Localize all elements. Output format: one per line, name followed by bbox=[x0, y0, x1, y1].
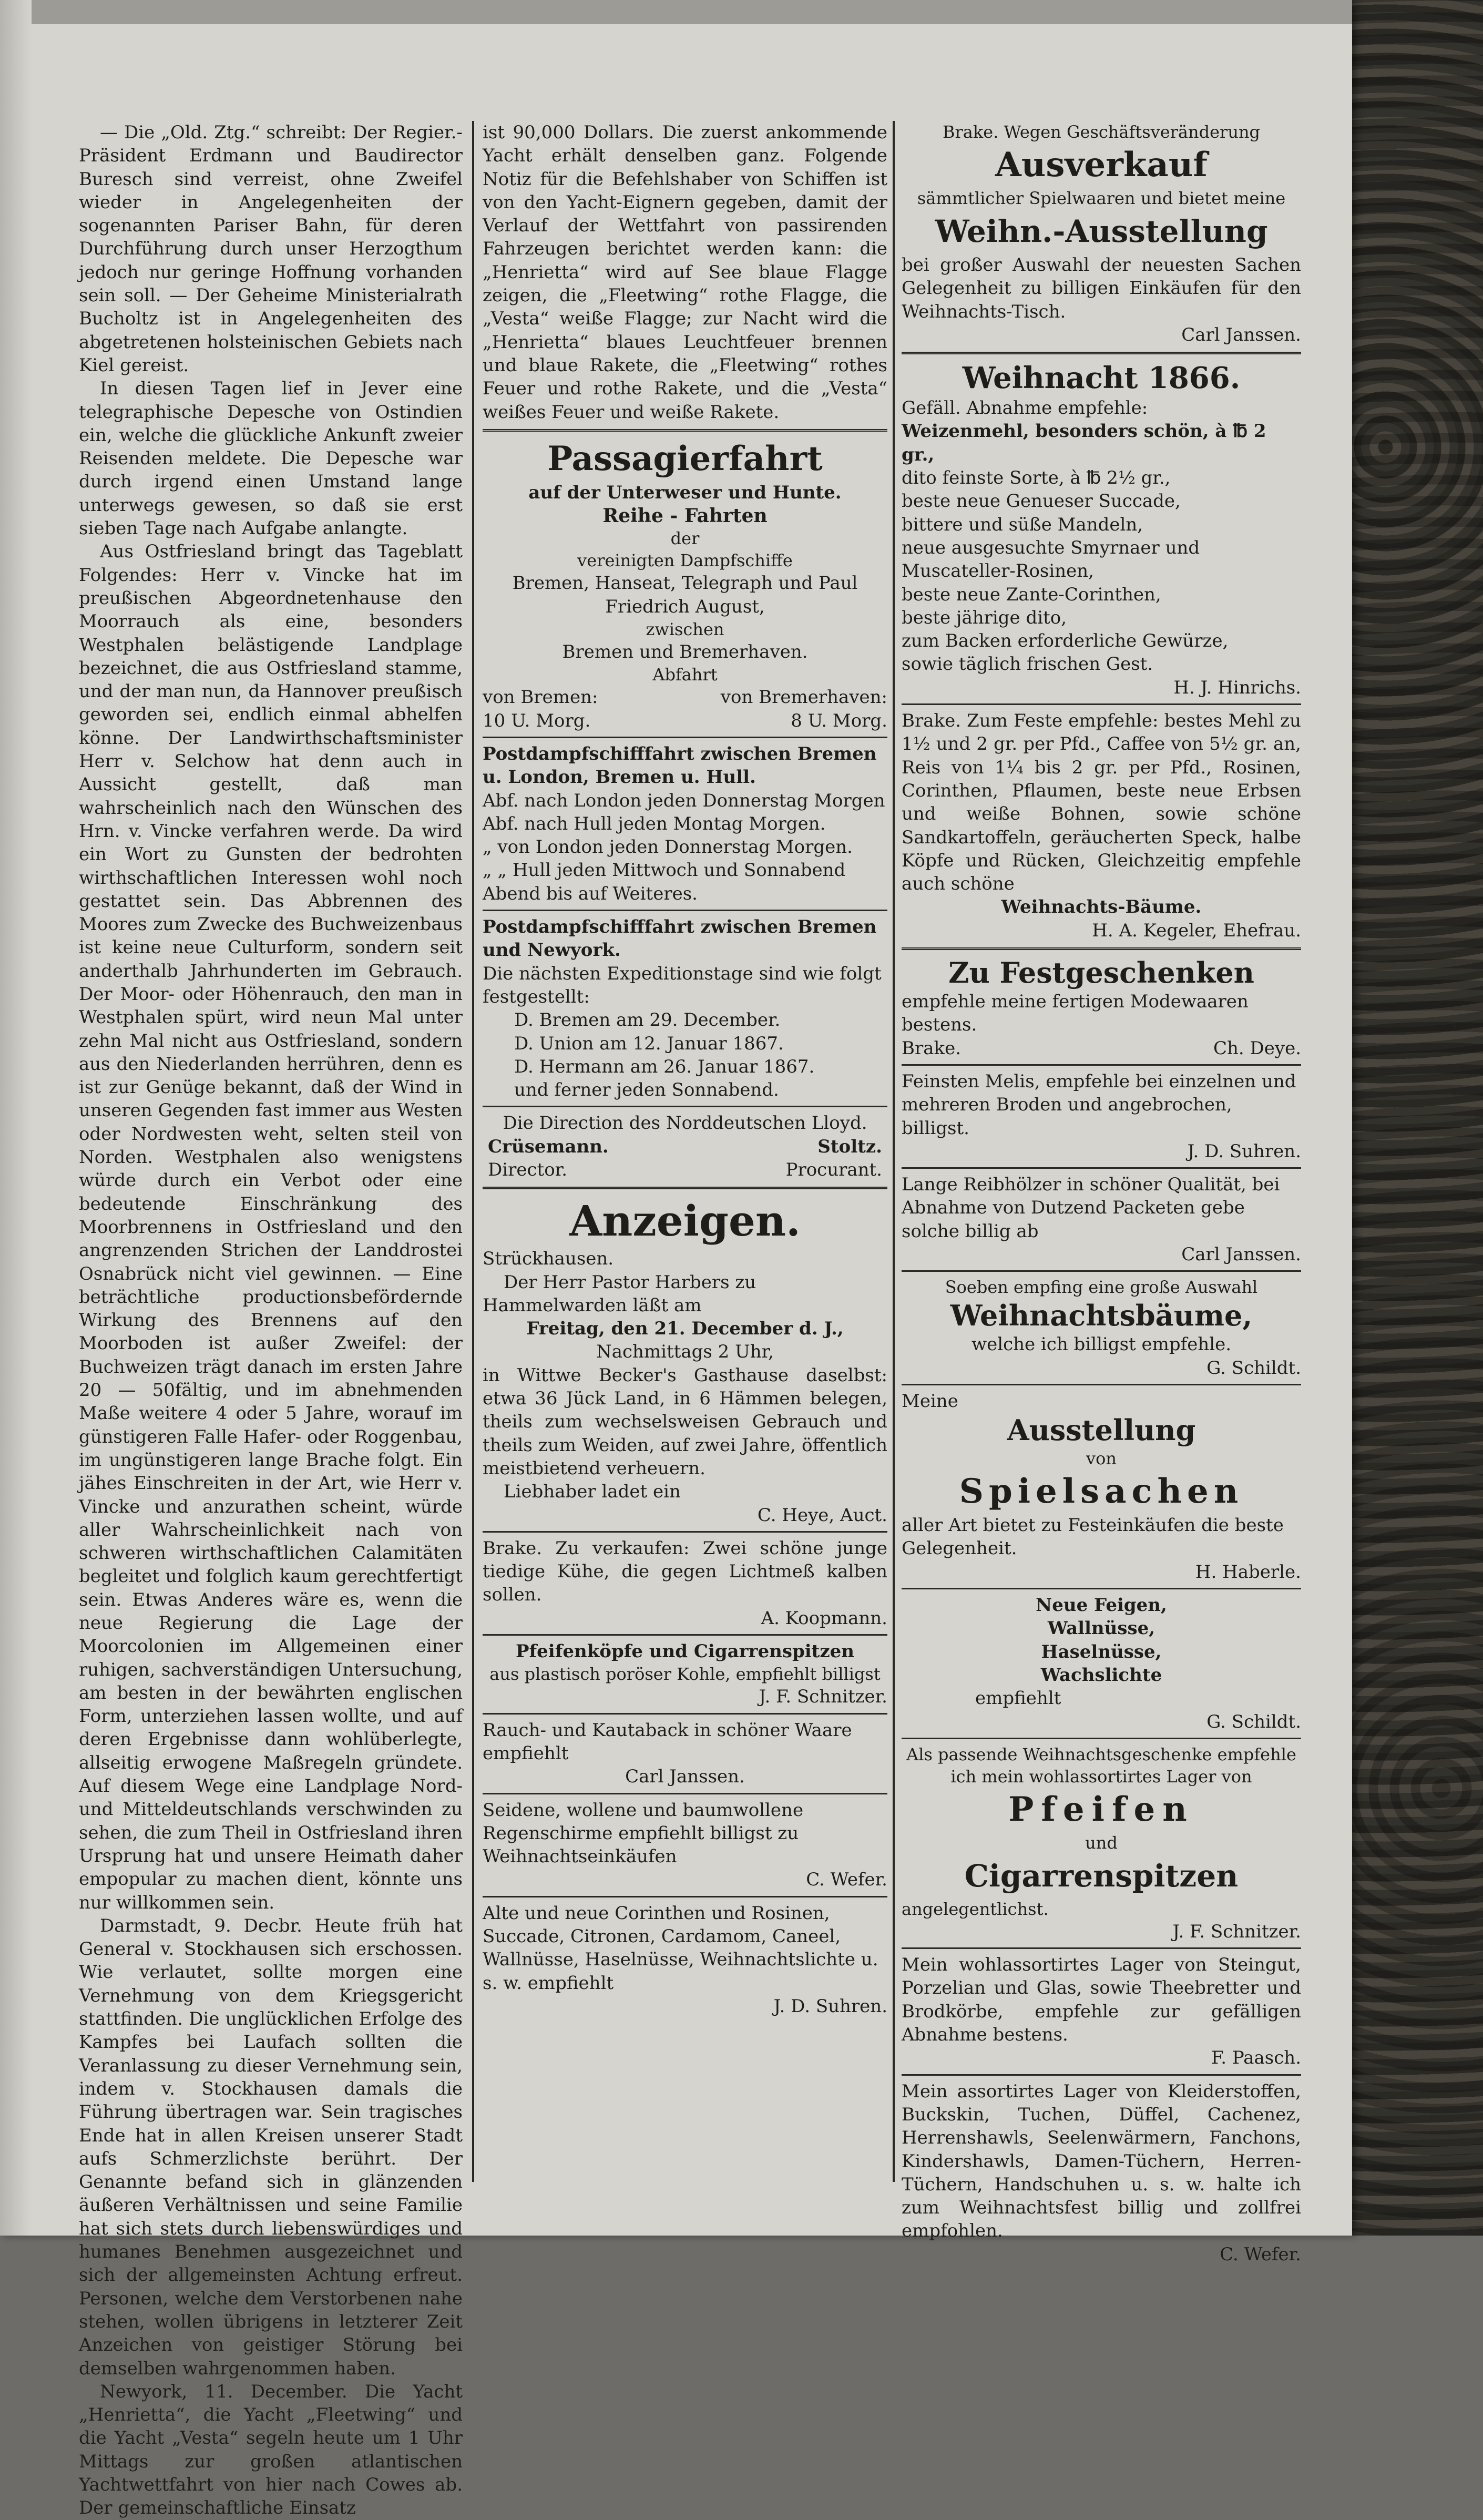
ad-steingut bbox=[902, 1953, 1301, 2069]
ad-melis bbox=[902, 1070, 1301, 1163]
ad-text: Brake. Zum Feste empfehle: bestes Mehl zu 1½ und 2 gr. per Pfd., Caffee von 5½ gr. an, Reis von 1¼ bis 2 gr. per Pfd., Rosinen, Corinthen, Pflaumen, beste neue Erbsen und weiße Bohnen, sowie schöne Sandkartoffeln, geräucherten Speck, halbe Köpfe und Rücken, Gleichzeitig empfehle auch schöne bbox=[902, 710, 1301, 895]
ad-title: Zu Festgeschenken bbox=[948, 956, 1254, 990]
separator bbox=[483, 1713, 887, 1715]
ad-line: und bbox=[1085, 1832, 1118, 1853]
ad-heading: Reihe - Fahrten bbox=[602, 505, 768, 527]
ad-text: empfehle meine fertigen Modewaaren bestens. bbox=[902, 991, 1249, 1036]
ad-signature: C. Wefer. bbox=[1220, 2243, 1301, 2265]
separator bbox=[902, 1167, 1301, 1169]
separator bbox=[902, 352, 1301, 354]
departure-from-right: von Bremerhaven: bbox=[720, 687, 887, 708]
ad-signature: F. Paasch. bbox=[1211, 2047, 1301, 2069]
column-rule-2 bbox=[893, 121, 895, 2182]
ad-title: Ausstellung bbox=[1007, 1413, 1196, 1447]
separator bbox=[902, 1947, 1301, 1949]
ad-signature: J. D. Suhren. bbox=[773, 1995, 887, 2017]
marbled-binding-edge bbox=[1344, 0, 1483, 2236]
ad-line: empfiehlt bbox=[975, 1688, 1061, 1709]
signature-role-row bbox=[483, 1158, 887, 1181]
ad-line: Die nächsten Expeditionstage sind wie folgt festgestellt: bbox=[483, 963, 882, 1007]
separator bbox=[483, 1531, 887, 1533]
ad-signature: G. Schildt. bbox=[1206, 1711, 1301, 1732]
column-news bbox=[79, 121, 463, 2519]
ad-time: Nachmittags 2 Uhr, bbox=[596, 1341, 774, 1363]
ad-date: D. Bremen am 29. December. bbox=[514, 1009, 781, 1031]
separator bbox=[483, 1793, 887, 1794]
ad-line: sowie täglich frischen Gest. bbox=[902, 654, 1153, 675]
ad-ausverkauf bbox=[902, 121, 1301, 346]
ad-title: Ausverkauf bbox=[995, 145, 1208, 185]
ad-text: Seidene, wollene und baumwollene Regenschirme empfiehlt billigst zu Weihnachtseinkäufen bbox=[483, 1799, 804, 1868]
ad-date: D. Union am 12. Januar 1867. bbox=[514, 1033, 784, 1054]
ad-line: zum Backen erforderliche Gewürze, bbox=[902, 630, 1229, 652]
separator bbox=[902, 2074, 1301, 2076]
news-paragraph: — Die „Old. Ztg.“ schreibt: Der Regier.-Präsident Erdmann und Baudirector Buresch sind verreist, ohne Zweifel wieder in Angelegenheiten der sogenannten Pariser Bahn, für deren Durchführung durch unser Herzogthum jedoch nur geringe Hoffnung vorhanden sein soll. — Der Geheime Ministerialrath Bucholtz ist in Angelegenheiten des abgetretenen holsteinischen Gebiets nach Kiel gereist. bbox=[79, 122, 463, 376]
ad-text: aus plastisch poröser Kohle, empfiehlt billigst bbox=[489, 1664, 881, 1685]
ad-line: und ferner jeden Sonnabend. bbox=[514, 1079, 779, 1101]
ad-line: Wachslichte bbox=[1040, 1664, 1162, 1686]
ad-signature: Carl Janssen. bbox=[1181, 1243, 1301, 1265]
ad-line: zwischen bbox=[646, 619, 724, 640]
departure-row bbox=[483, 686, 887, 709]
news-paragraph: In diesen Tagen lief in Jever eine telegraphische Depesche von Ostindien ein, welche die glückliche Ankunft zweier Reisenden meldete. Die Depesche war durch irgend einen Umstand lange unterwegs gewesen, so daß sie erst sieben Tage nach Aufgabe anlangte. bbox=[79, 378, 463, 539]
ad-signature: Ch. Deye. bbox=[1213, 1037, 1301, 1059]
ad-signature: Carl Janssen. bbox=[1181, 324, 1301, 345]
ad-text: Mein wohlassortirtes Lager von Steingut, Porzelian und Glas, sowie Theebretter und Brodkörbe, empfehle zur gefälligen Abnahme bestens. bbox=[902, 1954, 1301, 2046]
ad-kuehe bbox=[483, 1537, 887, 1630]
ad-corinthen bbox=[483, 1902, 887, 2018]
ad-signature: Carl Janssen. bbox=[625, 1766, 745, 1788]
ad-signature: G. Schildt. bbox=[1206, 1357, 1301, 1379]
ad-title: Postdampfschifffahrt zwischen Bremen u. London, Bremen u. Hull. bbox=[483, 743, 877, 788]
signature-row bbox=[902, 1037, 1301, 1060]
separator bbox=[483, 737, 887, 738]
departure-from-left: von Bremen: bbox=[483, 687, 598, 708]
page-top-shadow bbox=[0, 0, 1352, 24]
ad-text: Feinsten Melis, empfehle bei einzelnen und mehreren Broden und angebrochen, billigst. bbox=[902, 1070, 1296, 1139]
ad-line: sämmtlicher Spielwaaren und bietet meine bbox=[917, 188, 1286, 208]
ad-line: Die Direction des Norddeutschen Lloyd. bbox=[503, 1113, 867, 1134]
ad-passagierfahrt bbox=[483, 437, 887, 732]
ad-signature: H. A. Kegeler, Ehefrau. bbox=[1092, 920, 1301, 941]
separator bbox=[902, 1270, 1301, 1272]
ad-line: Neue Feigen, bbox=[1036, 1595, 1167, 1616]
separator bbox=[483, 1634, 887, 1636]
signature-left: Crüsemann. bbox=[488, 1136, 609, 1157]
ad-line: „ „ Hull jeden Mittwoch und Sonnabend Abend bis auf Weiteres. bbox=[483, 860, 846, 904]
ad-title: Pfeifenköpfe und Cigarrenspitzen bbox=[515, 1641, 855, 1662]
ad-text: Mein assortirtes Lager von Kleiderstoffen, Buckskin, Tuchen, Düffel, Cachenez, Herrenshawls, Seelenwärmern, Fanchons, Kindershawls, Damen-Tüchern, Herren-Tüchern, Handschuhen u. s. w. halte ich zum Weihnachtsfest billig und zollfrei empfohlen. bbox=[902, 2080, 1301, 2242]
separator bbox=[483, 910, 887, 911]
column-middle bbox=[483, 121, 887, 2192]
ad-line: Liebhaber ladet ein bbox=[504, 1481, 681, 1503]
ad-line: Haselnüsse, bbox=[1041, 1641, 1162, 1662]
ad-line: Abf. nach Hull jeden Montag Morgen. bbox=[483, 813, 826, 834]
ad-place: Strückhausen. bbox=[483, 1248, 614, 1270]
ad-line: Wallnüsse, bbox=[1047, 1618, 1155, 1639]
ad-line: beste neue Zante-Corinthen, bbox=[902, 584, 1161, 605]
signature-row bbox=[483, 1135, 887, 1158]
departure-time-left: 10 U. Morg. bbox=[483, 710, 591, 731]
column-rule-1 bbox=[472, 121, 474, 2182]
ad-line: neue ausgesuchte Smyrnaer und Muscateller-Rosinen, bbox=[902, 537, 1200, 582]
separator bbox=[902, 1384, 1301, 1385]
ad-line: Abf. nach London jeden Donnerstag Morgen bbox=[483, 790, 885, 811]
ad-festgeschenke bbox=[902, 955, 1301, 1060]
ad-line: Als passende Weihnachtsgeschenke empfehle ich mein wohlassortirtes Lager von bbox=[906, 1744, 1296, 1787]
ad-post-newyork bbox=[483, 915, 887, 1181]
ad-line: Meine bbox=[902, 1390, 958, 1412]
ad-zum-feste bbox=[902, 709, 1301, 942]
separator bbox=[483, 1187, 887, 1189]
separator bbox=[902, 947, 1301, 950]
ad-regenschirme bbox=[483, 1799, 887, 1892]
separator bbox=[902, 703, 1301, 705]
ad-line: Weizenmehl, besonders schön, à ℔ 2 gr., bbox=[902, 421, 1266, 465]
ad-line: dito feinste Sorte, à ℔ 2½ gr., bbox=[902, 467, 1171, 489]
ad-text: welche ich billigst empfehle. bbox=[971, 1334, 1232, 1355]
news-paragraph: Darmstadt, 9. Decbr. Heute früh hat General v. Stockhausen sich erschossen. Wie verlautet, sollte morgen eine Vernehmung von dem Kriegsgericht stattfinden. Die unglücklichen Erfolge des Kampfes bei Laufach sollten die Veranlassung zu dieser Vernehmung sein, indem v. Stockhausen damals die Führung übertragen war. Sein tragisches Ende hat in allen Kreisen unserer Stadt aufs Schmerzlichste berührt. Der Genannte befand sich in glänzenden äußeren Verhältnissen und seine Familie hat sich stets durch liebenswürdiges und humanes Benehmen ausgezeichnet und sich der allgemeinsten Achtung erfreut. Personen, welche dem Verstorbenen nahe stehen, wollen übrigens in letzterer Zeit Anzeichen von geistiger Störung bei demselben wahrgenommen haben. bbox=[79, 1915, 463, 2379]
ad-signature: J. F. Schnitzer. bbox=[759, 1686, 887, 1708]
ad-text: angelegentlichst. bbox=[902, 1899, 1049, 1919]
ad-text: Rauch- und Kautaback in schöner Waare empfiehlt bbox=[483, 1719, 852, 1764]
ad-line: von bbox=[1086, 1448, 1117, 1469]
ad-line: Der Herr Pastor Harbers zu Hammelwarden läßt am bbox=[483, 1271, 756, 1316]
ad-date: D. Hermann am 26. Januar 1867. bbox=[514, 1056, 815, 1077]
signature-role-right: Procurant. bbox=[785, 1159, 882, 1180]
continued-article: ist 90,000 Dollars. Die zuerst ankommende Yacht erhält denselben ganz. Folgende Notiz für die Befehlshaber von Schiffen ist von den Yacht-Eignern gegeben, damit der Verlauf der Wettfahrt von passirenden Fahrzeugen berichtet werden kann: die „Henrietta“ wird auf See blaue Flagge zeigen, die „Fleetwing“ rothe Flagge, die „Vesta“ weiße Flagge; zur Nacht wird die „Henrietta“ blaues Leuchtfeuer brennen und blaue Rakete, die „Fleetwing“ rothes Feuer und rothe Rakete, und die „Vesta“ weißes Feuer und weiße Rakete. bbox=[483, 122, 887, 423]
ad-kleiderstoffe bbox=[902, 2080, 1301, 2266]
ad-subtitle: auf der Unterweser und Hunte. bbox=[528, 482, 842, 503]
ad-line: Gefäll. Abnahme empfehle: bbox=[902, 397, 1148, 419]
ad-title: Weihn.-Ausstellung bbox=[935, 213, 1268, 249]
ad-signature: H. Haberle. bbox=[1195, 1561, 1301, 1583]
ad-line: der bbox=[670, 528, 700, 549]
ad-line: Weihnachts-Bäume. bbox=[1001, 896, 1202, 918]
ad-weihnacht-1866 bbox=[902, 360, 1301, 699]
section-title: Anzeigen. bbox=[569, 1196, 801, 1246]
ad-feigen bbox=[902, 1594, 1301, 1733]
separator bbox=[483, 429, 887, 432]
ad-title: Postdampfschifffahrt zwischen Bremen und Newyork. bbox=[483, 916, 877, 961]
ad-reibhoelzer bbox=[902, 1173, 1301, 1266]
ad-line: „ von London jeden Donnerstag Morgen. bbox=[483, 836, 853, 858]
separator bbox=[902, 1738, 1301, 1739]
ad-ausstellung-spielsachen bbox=[902, 1390, 1301, 1584]
ad-date: Freitag, den 21. December d. J., bbox=[526, 1318, 844, 1340]
ad-title: Spielsachen bbox=[959, 1472, 1244, 1512]
ad-signature: J. D. Suhren. bbox=[1187, 1140, 1301, 1162]
ad-text: Lange Reibhölzer in schöner Qualität, bei Abnahme von Dutzend Packeten gebe solche billig ab bbox=[902, 1174, 1280, 1242]
ad-line: Bremen und Bremerhaven. bbox=[562, 641, 808, 663]
ad-line: Abfahrt bbox=[652, 665, 718, 685]
binding-spine bbox=[0, 0, 32, 2236]
ad-title: Weihnacht 1866. bbox=[962, 361, 1241, 396]
news-paragraph: Aus Ostfriesland bringt das Tageblatt Folgendes: Herr v. Vincke hat im preußischen Abgeordnetenhause den Moorrauch als eine, besonders Westphalen belästigende Landplage bezeichnet, die aus Ostfriesland stamme, und der man nun, da Hannover preußisch geworden sei, endlich einmal abhelfen könne. Der Landwirthschaftsminister Herr v. Selchow hat denn auch in Aussicht gestellt, daß man wahrscheinlich nach den Wünschen des Hrn. v. Vincke verfahren werde. Da wird ein Wort zu Gunsten der bedrohten wirthschaftlichen Interessen wohl noch gestattet sein. Das Abbrennen des Moores zum Zwecke des Buchweizenbaus ist keine neue Culturform, sondern seit anderthalb Jahrhunderten im Gebrauch. Der Moor- oder Höhenrauch, den man in Westphalen spürt, wird neun Mal unter zehn Mal nicht aus Ostfriesland, sondern aus den Niederlanden herrühren, denn es ist zur Genüge bekannt, daß der Wind in unseren Gegenden fast immer aus Westen oder Nordwesten weht, selten steil von Norden. Westphalen also wenigstens würde durch ein Verbot oder eine bedeutende Einschränkung des Moorbrennens in Ostfriesland und den angrenzenden Strichen der Landdrostei Osnabrück nicht viel gewinnen. — Eine beträchtliche productionsbefördernde Wirkung des Brennens auf den Moorboden ist außer Zweifel: der Buchweizen trägt danach im ersten Jahre 20 — 50fältig, und im abnehmenden Maße weitere 4 oder 5 Jahre, worauf im günstigeren Falle Hafer- oder Roggenbau, im ungünstigeren lange Brache folgt. Ein jähes Einschreiten in der Art, wie Herr v. Vincke und anzurathen scheint, würde aller Wahrscheinlichkeit nach von schweren wirthschaftlichen Calamitäten begleitet und folglich kaum gerechtfertigt sein. Etwas Anderes wäre es, wenn die neue Regierung die Lage der Moorcolonien im Allgemeinen einer ruhigen, sachverständigen Untersuchung, am besten in der bewährten englischen Form, unterziehen lassen wollte, und auf deren Ergebnisse dann wohlüberlegte, allseitig erwogene Maßregeln gründete. Auf diesem Wege eine Landplage Nord- und Mitteldeutschlands verschwinden zu sehen, die zum Theil in Ostfriesland ihren Ursprung hat und unsere Heimath daher empopular zu machen dient, könnte uns nur willkommen sein. bbox=[79, 541, 463, 1913]
separator bbox=[902, 1588, 1301, 1589]
ad-text: in Wittwe Becker's Gasthause daselbst: etwa 36 Jück Land, in 6 Hämmen belegen, theils zum wechselsweisen Gebrauch und theils zum Weiden, auf zwei Jahre, öffentlich meistbietend verheuern. bbox=[483, 1364, 887, 1479]
news-paragraph: Newyork, 11. December. Die Yacht „Henrietta“, die Yacht „Fleetwing“ und die Yacht „Vesta“ segeln heute um 1 Uhr Mittags zur großen atlantischen Yachtwettfahrt von hier nach Cowes ab. Der gemeinschaftliche Einsatz bbox=[79, 2381, 463, 2519]
ad-pfeifen bbox=[902, 1743, 1301, 1943]
signature-right: Stoltz. bbox=[817, 1136, 882, 1157]
ad-title: Weihnachtsbäume, bbox=[950, 1299, 1253, 1333]
ad-text: Alte und neue Corinthen und Rosinen, Succade, Citronen, Cardamom, Caneel, Wallnüsse, Haselnüsse, Weihnachtslichte u. s. w. empfiehlt bbox=[483, 1902, 878, 1994]
ad-line: Bremen, Hanseat, Telegraph und Paul Friedrich August, bbox=[512, 573, 858, 617]
ad-signature: C. Wefer. bbox=[806, 1869, 887, 1891]
ad-pfeifenkoepfe bbox=[483, 1640, 887, 1709]
ad-text: aller Art bietet zu Festeinkäufen die beste Gelegenheit. bbox=[902, 1515, 1284, 1559]
ad-signature: C. Heye, Auct. bbox=[757, 1504, 887, 1526]
ad-line: Brake. Wegen Geschäftsveränderung bbox=[942, 122, 1261, 142]
ad-title: Passagierfahrt bbox=[547, 438, 823, 478]
signature-role-left: Director. bbox=[488, 1159, 568, 1180]
column-ads bbox=[902, 121, 1301, 2265]
ad-line: Soeben empfing eine große Auswahl bbox=[945, 1277, 1258, 1298]
ad-signature: J. F. Schnitzer. bbox=[1172, 1921, 1301, 1942]
ad-line: beste neue Genueser Succade, bbox=[902, 491, 1181, 512]
ad-text: bei großer Auswahl der neuesten Sachen Gelegenheit zu billigen Einkäufen für den Weihnachts-Tisch. bbox=[902, 254, 1301, 322]
separator bbox=[483, 1896, 887, 1897]
ad-kautaback bbox=[483, 1719, 887, 1789]
ad-signature: A. Koopmann. bbox=[761, 1607, 887, 1629]
ad-line: beste jährige dito, bbox=[902, 607, 1067, 628]
ad-title: Cigarrenspitzen bbox=[964, 1858, 1239, 1894]
ad-title: Pfeifen bbox=[1008, 1789, 1194, 1829]
ad-line: bittere und süße Mandeln, bbox=[902, 514, 1143, 535]
departure-time-row bbox=[483, 709, 887, 732]
ad-weihnachtsbaeume bbox=[902, 1276, 1301, 1380]
ad-post-london bbox=[483, 742, 887, 905]
departure-time-right: 8 U. Morg. bbox=[791, 710, 887, 731]
ad-text: Brake. Zu verkaufen: Zwei schöne junge tiedige Kühe, die gegen Lichtmeß kalben sollen. bbox=[483, 1537, 887, 1606]
separator bbox=[483, 1106, 887, 1107]
ad-signature: H. J. Hinrichs. bbox=[1173, 677, 1301, 698]
anzeigen-section bbox=[483, 1195, 887, 1527]
ad-place: Brake. bbox=[902, 1037, 962, 1059]
ad-line: vereinigten Dampfschiffe bbox=[577, 550, 793, 571]
separator bbox=[902, 1064, 1301, 1066]
